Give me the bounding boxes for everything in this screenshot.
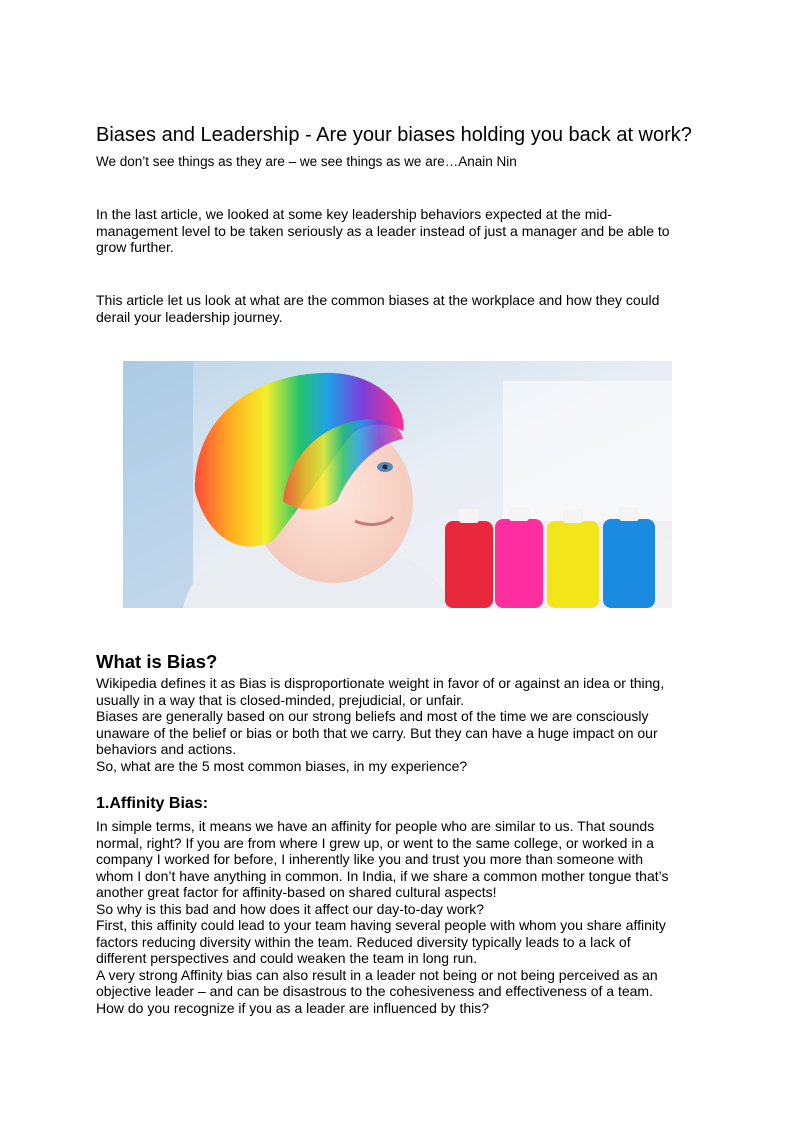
intro-line: grow further. (96, 239, 174, 255)
lead-line: derail your leadership journey. (96, 308, 283, 325)
bias-line: So, what are the 5 most common biases, in my experience? (96, 757, 468, 774)
bias-line: unaware of the belief or bias or both that we carry. But they can have a huge impact on our (96, 724, 658, 741)
bias-line: Biases are generally based on our strong beliefs and most of the time we are consciously (96, 708, 649, 724)
bias-line: Wikipedia defines it as Bias is disproportionate weight in favor of or against an idea or thing, (96, 675, 665, 691)
affinity-line: How do you recognize if you as a leader are influenced by this? (96, 999, 490, 1016)
affinity-line: factors reducing diversity within the team. Reduced diversity typically leads to a lack of (96, 933, 631, 950)
lead-paragraph (96, 292, 708, 325)
affinity-paragraph (96, 818, 708, 1016)
affinity-line: another great factor for affinity-based on shared cultural aspects! (96, 884, 497, 900)
article-title: Biases and Leadership - Are your biases holding you back at work? (96, 124, 692, 146)
section-heading-what-is-bias: What is Bias? (96, 651, 218, 672)
rainbow-hair-child-illustration (123, 361, 672, 608)
hero-image (123, 361, 672, 608)
intro-line: management level to be taken seriously as a leader instead of just a manager and be able to (96, 222, 670, 239)
affinity-line: First, this affinity could lead to your team having several people with whom you share affinity (96, 917, 666, 933)
section-heading-affinity-bias: 1.Affinity Bias: (96, 795, 209, 812)
intro-line: In the last article, we looked at some key leadership behaviors expected at the mid- (96, 206, 612, 222)
bias-line: behaviors and actions. (96, 741, 237, 757)
affinity-line: A very strong Affinity bias can also result in a leader not being or not being perceived as an (96, 966, 658, 983)
affinity-line: different perspectives and could weaken the team in long run. (96, 950, 478, 966)
bias-paragraph (96, 675, 708, 774)
bias-line: usually in a way that is closed-minded, prejudicial, or unfair. (96, 691, 465, 708)
affinity-line: whom I don’t have anything in common. In India, if we share a common mother tongue that’s (96, 867, 669, 884)
intro-paragraph (96, 206, 708, 256)
affinity-line: company I worked for before, I inherently like you and trust you more than someone with (96, 851, 644, 867)
affinity-line: In simple terms, it means we have an affinity for people who are similar to us. That sounds (96, 818, 655, 834)
affinity-line: normal, right? If you are from where I grew up, or went to the same college, or worked in a (96, 834, 654, 851)
affinity-line: objective leader – and can be disastrous to the cohesiveness and effectiveness of a team. (96, 983, 653, 999)
lead-line: This article let us look at what are the common biases at the workplace and how they could (96, 292, 660, 308)
article-quote: We don’t see things as they are – we see things as we are…Anain Nin (96, 154, 517, 169)
affinity-line: So why is this bad and how does it affect our day-to-day work? (96, 900, 485, 917)
